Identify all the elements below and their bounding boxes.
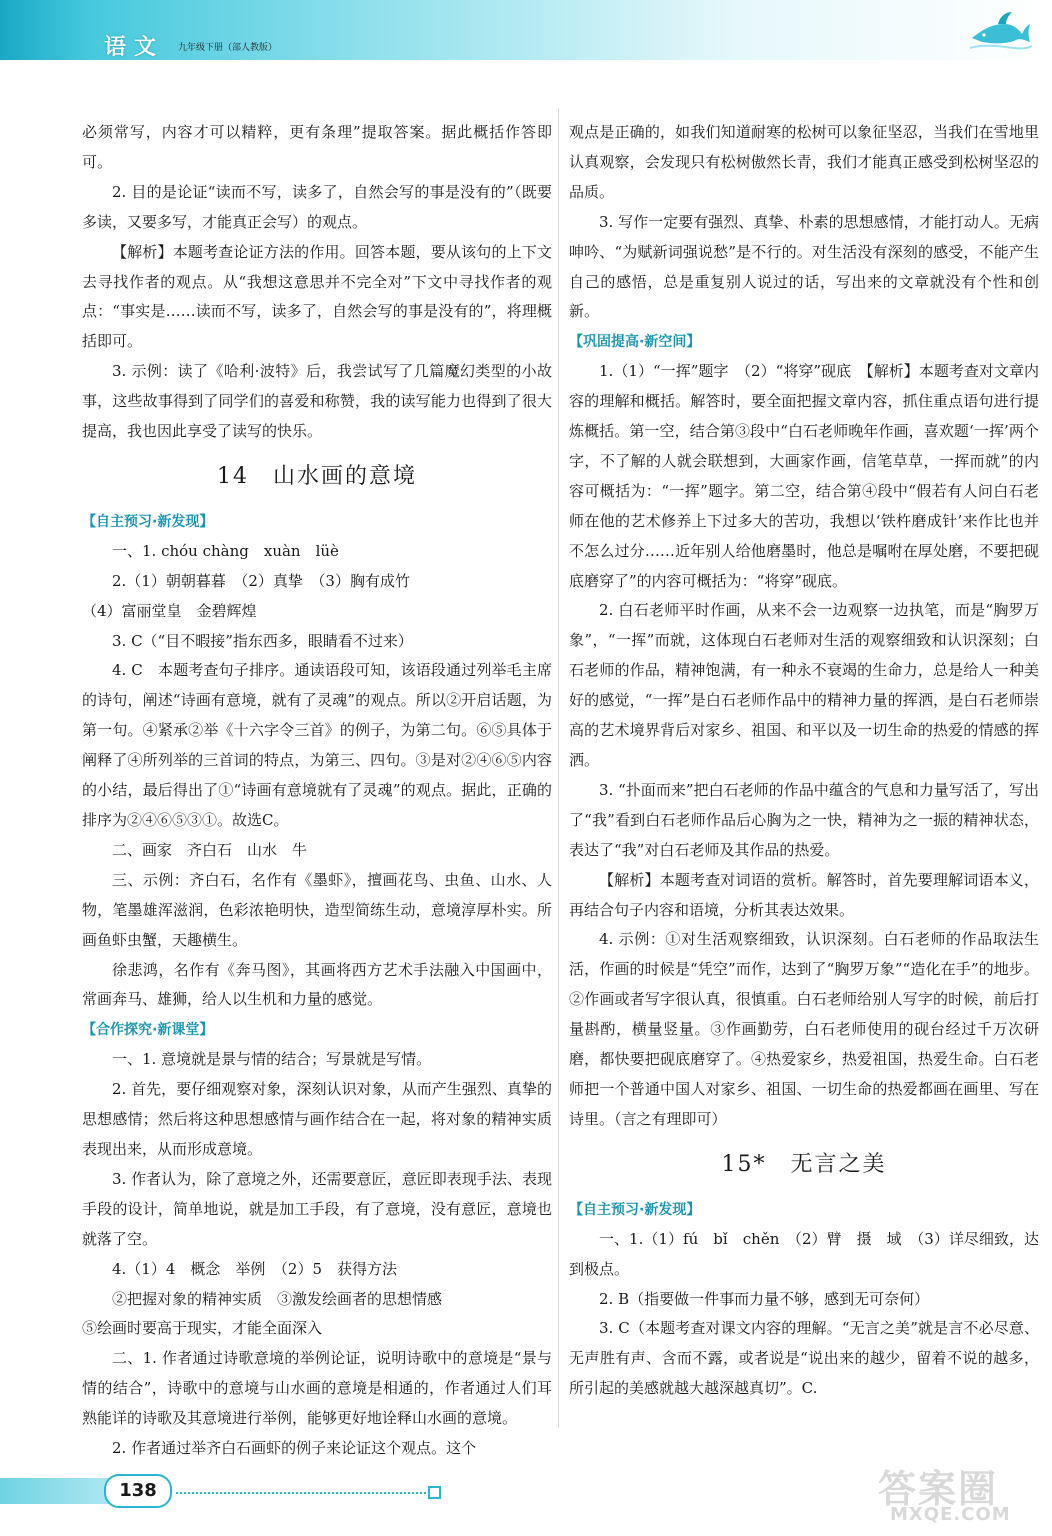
lesson-14-title: 14 山水画的意境 [217,463,417,489]
grade-label: 九年级下册（部人教版） [178,43,278,53]
footer-square-icon [428,1486,441,1499]
section-heading: 【巩固提高·新空间】 [569,334,701,351]
paragraph: （4）富丽堂皇 金碧辉煌 [82,601,257,620]
paragraph: 3. C（本题考查对课文内容的理解。“无言之美”就是言不必尽意、无声胜有声、含而不露，或者说是“说出来的越少，留着不说的越多，所引起的美感就越大越深越真切”。C. [569,1319,1039,1398]
paragraph: 2. 作者通过举齐白石画虾的例子来论证这个观点。这个 [112,1439,477,1458]
page-number: 138 [104,1474,172,1508]
paragraph: 4. C 本题考查句子排序。通读语段可知，该语段通过列举毛主席的诗句，阐述“诗画有意境，就有了灵魂”的观点。所以②开启话题，为第一句。④紧承②举《十六字令三首》的例子，为第二句。⑥⑤具体于阐释了④所列举的三首词的特点，为第三、四句。③是对②④⑥⑤内容的小结，最后得出了①“诗画有意境就有了灵魂”的观点。据此，正确的排序为②④⑥⑤③①。故选C。 [82,661,552,830]
paragraph: 【解析】本题考查对词语的赏析。解答时，首先要理解词语本义，再结合句子内容和语境，分析其表达效果。 [569,870,1039,919]
paragraph: 三、示例：齐白石，名作有《墨虾》，擅画花鸟、虫鱼、山水、人物，笔墨雄浑滋润，色彩浓艳明快，造型简练生动，意境淳厚朴实。所画鱼虾虫蟹，天趣横生。 [82,870,552,949]
paragraph: 【解析】本题考查论证方法的作用。回答本题，要从该句的上下文去寻找作者的观点。从“我想这意思并不完全对”下文中寻找作者的观点：“事实是……读而不写，读多了，自然会写的事是没有的”，将理概括即可。 [82,242,552,351]
paragraph: 4. 示例：①对生活观察细致，认识深刻。白石老师的作品取法生活，作画的时候是“凭空”而作，达到了“胸罗万象”“造化在手”的地步。②作画或者写字很认真，很慎重。白石老师给别人写字的时候，前后打量斟酌，横量竖量。③作画勤劳，白石老师使用的砚台经过千万次研磨，都快要把砚底磨穿了。④热爱家乡，热爱祖国，热爱生命。白石老师把一个普通中国人对家乡、祖国、一切生命的热爱都画在画里、写在诗里。（言之有理即可） [569,930,1039,1128]
dolphin-icon [968,8,1032,52]
right-column [569,118,1039,1404]
paragraph: 1.（1）“一挥”题字 （2）“将穿”砚底 【解析】本题考查对文章内容的理解和概括。解答时，要全面把握文章内容，抓住重点语句进行提炼概括。第一空，结合第③段中“白石老师晚年作画，喜欢题‘一挥’两个字，不了解的人就会联想到，大画家作画，信笔草草，一挥而就”的内容可概括为：“一挥”题字。第二空，结合第④段中“假若有人问白石老师在他的艺术修养上下过多大的苦功，我想以‘铁杵磨成针’来作比也并不怎么过分……近年别人给他磨墨时，他总是嘱咐在厚处磨，不要把砚底磨穿了”的内容可概括为：“将穿”砚底。 [569,362,1039,590]
lesson-15-title: 15* 无言之美 [721,1151,887,1177]
paragraph: 2. 白石老师平时作画，从来不会一边观察一边执笔，而是“胸罗万象”，“一挥”而就，这体现白石老师对生活的观察细致和认识深刻；白石老师的作品，精神饱满，有一种永不衰竭的生命力，总是给人一种美好的感觉，“一挥”是白石老师作品中的精神力量的挥洒，是白石老师崇高的艺术境界背后对家乡、祖国、和平以及一切生命的热爱的情感的挥洒。 [569,601,1039,770]
paragraph: ②把握对象的精神实质 ③激发绘画者的思想情感 [112,1289,443,1308]
paragraph: ⑤绘画时要高于现实，才能全面深入 [82,1319,323,1338]
paragraph: 2. B（指要做一件事而力量不够，感到无可奈何） [599,1289,930,1308]
paragraph: 2. 首先，要仔细观察对象，深刻认识对象，从而产生强烈、真挚的思想感情；然后将这种思想感情与画作结合在一起，将对象的精神实质表现出来，从而形成意境。 [82,1080,552,1158]
paragraph: 3. “扑面而来”把白石老师的作品中蕴含的气息和力量写活了，写出了“我”看到白石老师作品后心胸为之一快，精神为之一振的精神状态，表达了“我”对白石老师及其作品的热爱。 [569,780,1039,859]
paragraph: 一、1.（1）fú bǐ chěn （2）臂 摄 域 （3）详尽细致，达到极点。 [569,1229,1039,1278]
paragraph: 3. C（“目不暇接”指东西多，眼睛看不过来） [112,631,413,650]
paragraph: 2.（1）朝朝暮暮 （2）真挚 （3）胸有成竹 [112,571,410,590]
paragraph: 二、画家 齐白石 山水 牛 [112,840,308,859]
paragraph: 2. 目的是论证“读而不写，读多了，自然会写的事是没有的”（既要多读，又要多写，才能真正会写）的观点。 [82,182,552,231]
column-divider [558,108,559,1428]
section-heading: 【自主预习·新发现】 [82,513,214,530]
paragraph: 二、1. 作者通过诗歌意境的举例论证，说明诗歌中的意境是“景与情的结合”，诗歌中的意境与山水画的意境是相通的，作者通过人们耳熟能详的诗歌及其意境进行举例，能够更好地诠释山水画的意境。 [82,1349,552,1428]
paragraph: 4.（1）4 概念 举例 （2）5 获得方法 [112,1259,397,1278]
section-heading: 【自主预习·新发现】 [569,1201,701,1218]
watermark-cn: 答案圈 [878,1467,999,1511]
watermark [868,1458,1038,1528]
paragraph: 一、1. chóu chàng xuàn lüè [112,541,339,560]
paragraph: 徐悲鸿，名作有《奔马图》，其画将西方艺术手法融入中国画中，常画奔马、雄狮，给人以生机和力量的感觉。 [82,960,552,1009]
footer-dotted-line [176,1492,426,1494]
left-column [82,118,552,1464]
paragraph: 一、1. 意境就是景与情的结合；写景就是写情。 [112,1050,432,1069]
page-header [0,0,1052,60]
header-stripe [0,0,88,60]
paragraph: 必须常写，内容才可以精粹，更有条理”提取答案。据此概括作答即可。 [82,123,552,171]
paragraph: 观点是正确的，如我们知道耐寒的松树可以象征坚忍，当我们在雪地里认真观察，会发现只有松树傲然长青，我们才能真正感受到松树坚忍的品质。 [569,123,1039,201]
paragraph: 3. 示例：读了《哈利·波特》后，我尝试写了几篇魔幻类型的小故事，这些故事得到了同学们的喜爱和称赞，我的读写能力也得到了很大提高，我也因此享受了读写的快乐。 [82,362,552,441]
subject-title: 语文 [104,34,165,60]
paragraph: 3. 写作一定要有强烈、真挚、朴素的思想感情，才能打动人。无病呻吟、“为赋新词强说愁”是不行的。对生活没有深刻的感受，不能产生自己的感悟，总是重复别人说过的话，写出来的文章就没有个性和创新。 [569,212,1039,321]
paragraph: 3. 作者认为，除了意境之外，还需要意匠，意匠即表现手法、表现手段的设计，简单地说，就是加工手段，有了意境，没有意匠，意境也就落了空。 [82,1169,552,1248]
section-heading: 【合作探究·新课堂】 [82,1022,214,1039]
watermark-en: MXQE.COM [890,1504,1011,1525]
